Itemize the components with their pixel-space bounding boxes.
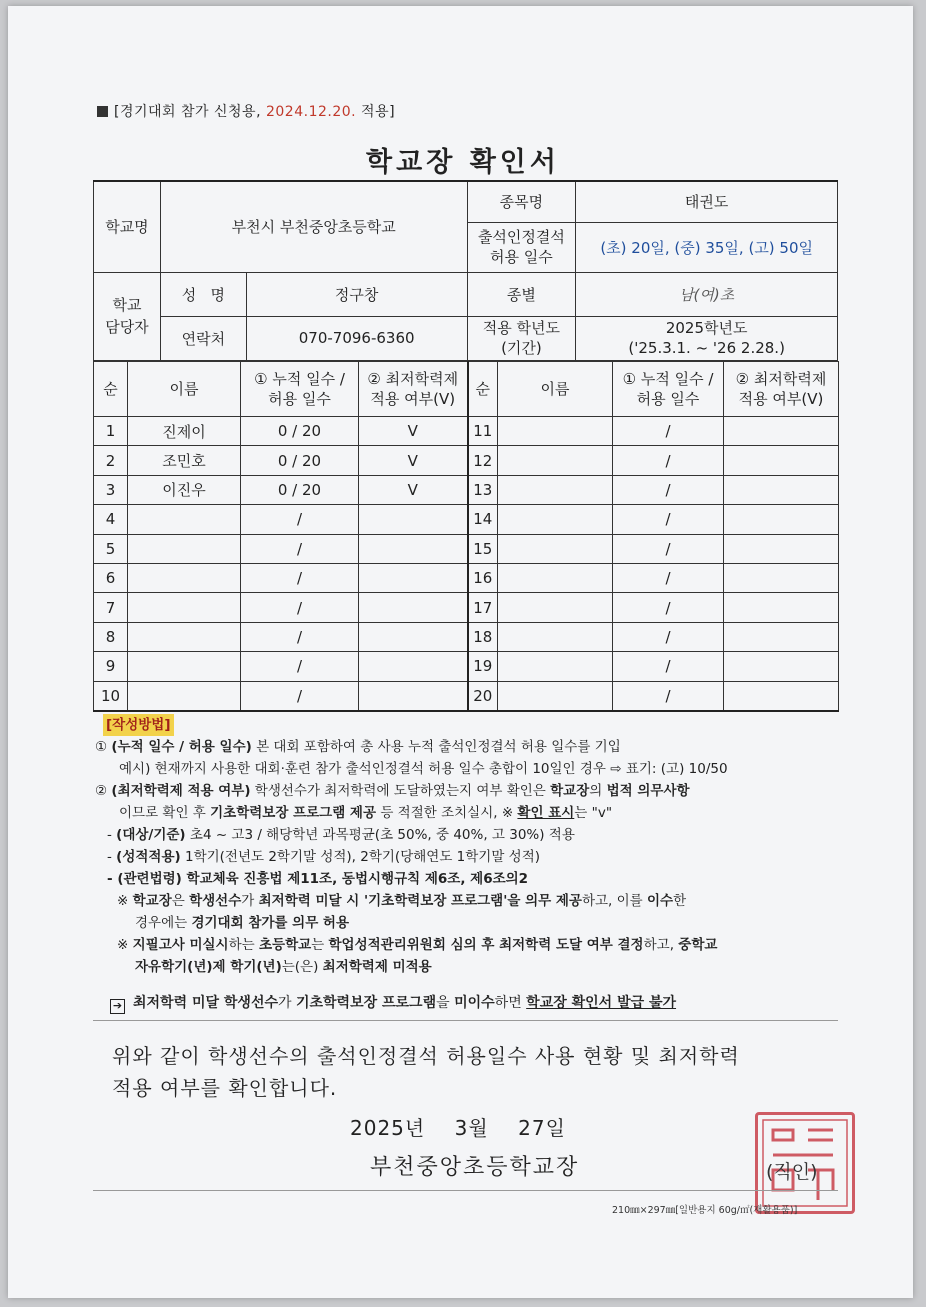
athlete-table: [93, 361, 839, 712]
cell-check: [724, 563, 839, 592]
confirm-line-2: 적용 여부를 확인합니다.: [112, 1076, 338, 1100]
name-value: 정구창: [246, 272, 467, 316]
guide-l3e: 의: [589, 783, 607, 799]
col-min-left-1: ② 최저학력제: [367, 370, 459, 388]
guide-l3b: (최저학력제 적용 여부): [111, 783, 251, 799]
cell-check: [359, 563, 468, 592]
cell-no: 7: [94, 593, 128, 622]
cell-days: 0 / 20: [241, 446, 359, 475]
guide-l7b: (관련법령): [117, 871, 182, 887]
final-b: 가: [278, 995, 296, 1011]
manager-label-2: 담당자: [105, 318, 149, 336]
year-value-1: 2025학년도: [665, 319, 748, 337]
guide-l11b: 는(은): [281, 959, 323, 975]
final-e: 미이수: [454, 995, 495, 1011]
contact-value: 070-7096-6360: [246, 316, 467, 360]
guide-l3a: ②: [95, 783, 112, 799]
cell-check: [724, 505, 839, 534]
guide-heading: [작성방법]: [103, 714, 174, 736]
cell-days: /: [613, 593, 724, 622]
table-row: [94, 446, 839, 475]
guide-l1a: ①: [95, 739, 112, 755]
cell-days: /: [241, 622, 359, 651]
guide-l10c: 하는: [228, 937, 259, 953]
year-label-2: (기간): [501, 339, 542, 357]
guide-line-6: [107, 846, 840, 868]
guide-l4b: 기초학력보장 프로그램 제공: [210, 805, 377, 821]
guide-l11a: 자유학기(년)제 학기(년): [135, 959, 282, 975]
final-a: 최저학력 미달 학생선수: [133, 995, 278, 1011]
guide-line-1: [95, 736, 840, 758]
guide-l5b: (대상/기준): [116, 827, 186, 843]
date-month: 3월: [454, 1116, 489, 1140]
final-f: 하면: [494, 995, 527, 1011]
document-title: 학교장 확인서: [366, 147, 560, 178]
writing-guide: [95, 714, 840, 978]
cell-name: [128, 534, 241, 563]
cell-name: 조민호: [128, 446, 241, 475]
guide-l6a: -: [107, 849, 117, 865]
cell-no: 17: [468, 593, 498, 622]
cell-check: [359, 505, 468, 534]
guide-l4e: 는 "v": [574, 805, 613, 821]
guide-l10d: 초등학교: [258, 937, 312, 953]
cell-check: V: [359, 446, 468, 475]
guide-l10e: 는: [311, 937, 329, 953]
cell-days: 0 / 20: [241, 475, 359, 504]
cell-name: [498, 446, 613, 475]
cell-no: 2: [94, 446, 128, 475]
cell-check: [724, 622, 839, 651]
cell-no: 20: [468, 681, 498, 711]
col-min-right: [724, 362, 839, 417]
col-no-right: 순: [468, 362, 498, 417]
manager-label-1: 학교: [112, 296, 142, 314]
guide-l4c: 등 적절한 조치실시, ※: [376, 805, 518, 821]
absence-label-1: 출석인정결석: [477, 228, 565, 246]
guide-l9b: 경기대회 참가를 의무 허용: [191, 915, 350, 931]
col-name-right: 이름: [498, 362, 613, 417]
table-row: [94, 563, 839, 592]
cell-name: [498, 534, 613, 563]
cell-check: [359, 681, 468, 711]
confirm-line-1: 위와 같이 학생선수의 출석인정결석 허용일수 사용 현황 및 최저학력: [112, 1044, 740, 1068]
guide-l3d: 학교장: [550, 783, 590, 799]
cell-no: 19: [468, 652, 498, 681]
cell-name: 이진우: [128, 475, 241, 504]
cell-name: 진제이: [128, 417, 241, 446]
guide-l4d: 확인 표시: [517, 805, 575, 821]
school-value: 부천시 부천중앙초등학교: [160, 181, 467, 272]
athlete-table-body: [94, 417, 839, 711]
guide-line-5: [107, 824, 840, 846]
year-label: [467, 316, 576, 360]
cell-check: [359, 622, 468, 651]
cell-name: [498, 505, 613, 534]
cell-no: 4: [94, 505, 128, 534]
col-min-left: [359, 362, 468, 417]
cell-check: [359, 652, 468, 681]
name-label: 성 명: [160, 272, 246, 316]
cell-days: /: [613, 505, 724, 534]
guide-l11c: 최저학력제 미적용: [322, 959, 432, 975]
guide-l4a: 이므로 확인 후: [119, 805, 211, 821]
sport-label: 종목명: [467, 181, 576, 222]
cell-days: /: [613, 681, 724, 711]
table-row: [94, 652, 839, 681]
contact-label: 연락처: [160, 316, 246, 360]
guide-l8f: 최저학력 미달 시 '기초학력보장 프로그램'을 의무 제공: [258, 893, 582, 909]
guide-l7a: -: [107, 871, 118, 887]
cell-no: 13: [468, 475, 498, 504]
cell-days: /: [241, 681, 359, 711]
cell-check: V: [359, 417, 468, 446]
cell-days: /: [241, 505, 359, 534]
table-row: [94, 593, 839, 622]
guide-l5c: 초4 ~ 고3 / 해당학년 과목평균(초 50%, 중 40%, 고 30%) 적용: [185, 827, 575, 843]
cell-name: [128, 563, 241, 592]
cell-days: /: [241, 652, 359, 681]
absence-label: [467, 222, 576, 272]
form-tag-date: 2024.12.20.: [265, 104, 357, 120]
table-row: [94, 622, 839, 651]
guide-l10b: 지필고사 미실시: [132, 937, 229, 953]
col-cum-right-2: 허용 일수: [636, 390, 700, 408]
guide-l10f: 학업성적관리위원회 심의 후 최저학력 도달 여부 결정: [328, 937, 644, 953]
cell-days: /: [613, 446, 724, 475]
sport-value: 태권도: [576, 181, 838, 222]
cell-no: 16: [468, 563, 498, 592]
cell-no: 15: [468, 534, 498, 563]
guide-line-4: [119, 802, 840, 824]
school-label: 학교명: [94, 181, 161, 272]
cell-no: 1: [94, 417, 128, 446]
col-cum-right-1: ① 누적 일수 /: [622, 370, 714, 388]
seal-label: (직인): [766, 1161, 818, 1183]
form-tag-pre: [경기대회 참가 신청용,: [114, 104, 266, 120]
guide-line-8: [117, 890, 840, 912]
guide-line-9: [135, 912, 840, 934]
guide-l3f: 법적 의무사항: [606, 783, 690, 799]
cell-no: 12: [468, 446, 498, 475]
cell-days: /: [241, 593, 359, 622]
cell-check: [359, 593, 468, 622]
guide-l5a: -: [107, 827, 117, 843]
form-tag-post: 적용]: [356, 104, 396, 120]
gender-label: 종별: [467, 272, 576, 316]
cell-check: [359, 534, 468, 563]
cell-name: [128, 593, 241, 622]
cell-check: [724, 446, 839, 475]
cell-no: 5: [94, 534, 128, 563]
final-d: 을: [436, 995, 455, 1011]
cell-no: 11: [468, 417, 498, 446]
cell-check: [724, 652, 839, 681]
year-value: [576, 316, 838, 360]
cell-name: [498, 593, 613, 622]
table-row: [94, 505, 839, 534]
guide-l8b: 학교장: [132, 893, 172, 909]
cell-check: [724, 475, 839, 504]
guide-l10h: 중학교: [678, 937, 718, 953]
guide-l9a: 경우에는: [135, 915, 192, 931]
divider-bottom: [93, 1190, 838, 1191]
guide-l10a: ※: [117, 937, 133, 953]
square-bullet-icon: [97, 106, 108, 117]
table-row: [94, 417, 839, 446]
guide-l1c: 본 대회 포함하여 총 사용 누적 출석인정결석 허용 일수를 기입: [251, 739, 621, 755]
cell-days: /: [613, 534, 724, 563]
date-day: 27일: [518, 1116, 566, 1140]
guide-l10g: 하고,: [643, 937, 679, 953]
cell-no: 8: [94, 622, 128, 651]
cell-name: [498, 622, 613, 651]
guide-line-10: [117, 934, 840, 956]
col-cum-left: [241, 362, 359, 417]
gender-value: 남(여)초: [576, 272, 838, 316]
cell-days: /: [613, 563, 724, 592]
absence-value: (초) 20일, (중) 35일, (고) 50일: [576, 222, 838, 272]
guide-l7c: 학교체육 진흥법 제11조, 동법시행규칙 제6조, 제6조의2: [181, 871, 529, 887]
guide-line-11: [135, 956, 840, 978]
cell-check: [724, 534, 839, 563]
guide-line-2: 예시) 현재까지 사용한 대회·훈련 참가 출석인정결석 허용 일수 총합이 10일인 경우 ⇨ 표기: (고) 10/50: [119, 761, 728, 777]
info-table: [93, 180, 838, 361]
cell-check: V: [359, 475, 468, 504]
cell-no: 18: [468, 622, 498, 651]
cell-days: /: [613, 652, 724, 681]
guide-line-3: [95, 780, 840, 802]
guide-l8c: 은: [171, 893, 190, 909]
col-cum-right: [613, 362, 724, 417]
cell-no: 3: [94, 475, 128, 504]
cell-name: [498, 475, 613, 504]
table-row: [94, 475, 839, 504]
cell-name: [128, 652, 241, 681]
col-min-left-2: 적용 여부(V): [370, 390, 456, 408]
final-c: 기초학력보장 프로그램: [295, 995, 437, 1011]
table-row: [94, 534, 839, 563]
cell-check: [724, 417, 839, 446]
cell-days: /: [613, 622, 724, 651]
guide-l8a: ※: [117, 893, 133, 909]
cell-days: /: [613, 475, 724, 504]
col-cum-left-1: ① 누적 일수 /: [254, 370, 345, 388]
date-year: 2025년: [350, 1116, 426, 1140]
col-min-right-2: 적용 여부(V): [738, 390, 824, 408]
guide-l6c: 1학기(전년도 2학기말 성적), 2학기(당해연도 1학기말 성적): [180, 849, 541, 865]
cell-no: 9: [94, 652, 128, 681]
year-value-2: ('25.3.1. ~ '26 2.28.): [628, 339, 785, 357]
cell-days: /: [241, 534, 359, 563]
cell-days: /: [241, 563, 359, 592]
cell-name: [128, 505, 241, 534]
issue-date: [350, 1112, 566, 1141]
manager-label: [94, 272, 161, 360]
cell-no: 14: [468, 505, 498, 534]
cell-name: [128, 681, 241, 711]
cell-name: [128, 622, 241, 651]
confirmation-text: [112, 1040, 832, 1104]
cell-days: 0 / 20: [241, 417, 359, 446]
cell-no: 10: [94, 681, 128, 711]
cell-no: 6: [94, 563, 128, 592]
cell-check: [724, 593, 839, 622]
absence-label-2: 허용 일수: [490, 248, 553, 266]
cell-name: [498, 563, 613, 592]
table-row: [94, 681, 839, 711]
principal-name: 부천중앙초등학교장: [370, 1155, 580, 1180]
arrow-box-icon: ➔: [110, 999, 125, 1014]
cell-check: [724, 681, 839, 711]
cell-name: [498, 652, 613, 681]
cell-days: /: [613, 417, 724, 446]
form-tag: [97, 101, 395, 121]
final-g: 학교장 확인서 발급 불가: [526, 995, 677, 1011]
cell-name: [498, 417, 613, 446]
guide-l8h: 이수: [647, 893, 674, 909]
cell-name: [498, 681, 613, 711]
col-min-right-1: ② 최저학력제: [735, 370, 827, 388]
paper-spec: 210㎜×297㎜[일반용지 60g/㎡(재활용품)]: [612, 1205, 798, 1216]
guide-l3c: 학생선수가 최저학력에 도달하였는지 여부 확인은: [250, 783, 551, 799]
guide-l8i: 한: [673, 893, 687, 909]
guide-line-7: [107, 868, 840, 890]
col-name-left: 이름: [128, 362, 241, 417]
guide-l8d: 학생선수: [189, 893, 242, 909]
guide-l6b: (성적적용): [116, 849, 181, 865]
col-cum-left-2: 허용 일수: [268, 390, 331, 408]
col-no-left: 순: [94, 362, 128, 417]
guide-l8e: 가: [241, 893, 259, 909]
year-label-1: 적용 학년도: [482, 319, 561, 337]
final-note: [110, 992, 676, 1014]
guide-l1b: (누적 일수 / 허용 일수): [111, 739, 252, 755]
guide-l8g: 하고, 이를: [581, 893, 648, 909]
divider-top: [93, 1020, 838, 1021]
